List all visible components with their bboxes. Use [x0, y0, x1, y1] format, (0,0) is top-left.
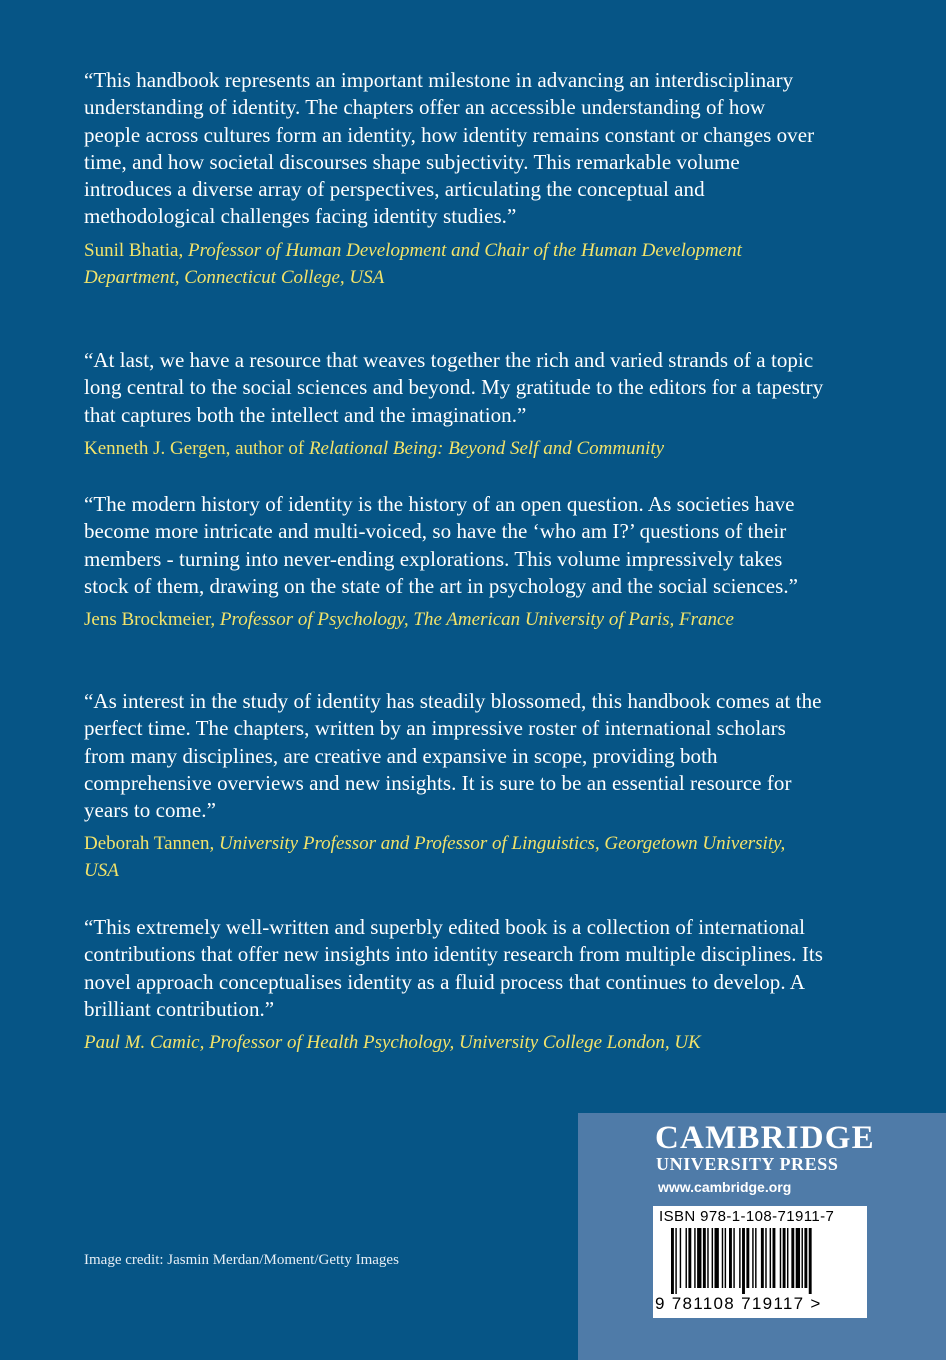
- barcode-bar: [694, 1228, 695, 1288]
- barcode-bar: [809, 1228, 812, 1294]
- publisher-panel: [578, 1113, 946, 1360]
- publisher-subtitle: UNIVERSITY PRESS: [656, 1154, 839, 1174]
- endorsement-attribution: [84, 237, 824, 291]
- barcode-bar: [671, 1228, 674, 1294]
- barcode-bar: [697, 1228, 701, 1288]
- barcode-bar: [787, 1228, 788, 1288]
- endorsement-4: [84, 688, 824, 884]
- endorsement-quote: “This handbook represents an important milestone in advancing an interdisciplinary understanding of identity. The chapters offer an accessible understanding of how people across cultures form an identity, how identity remains constant or changes over time, and how societal discourses shape subjectivity. This remarkable volume introduces a diverse array of perspectives, articulating the conceptual and methodological challenges facing identity studies.”: [84, 68, 815, 229]
- endorsement-role: Relational Being: Beyond Self and Community: [308, 437, 665, 459]
- endorsement-quote: “As interest in the study of identity has steadily blossomed, this handbook comes at the perfect time. The chapters, written by an impressive roster of international scholars from many disciplines, are creative and expansive in scope, providing both comprehensive overviews and new insights. It is sure to be an essential resource for years to come.”: [84, 689, 822, 823]
- barcode-bar: [802, 1228, 803, 1288]
- isbn-digits: 9 781108 719117 >: [655, 1294, 822, 1313]
- barcode-box: [653, 1206, 867, 1318]
- endorsement-attribution: [84, 1029, 824, 1056]
- endorsement-name: Kenneth J. Gergen, author of: [84, 437, 305, 459]
- barcode-icon: [671, 1228, 851, 1294]
- barcode-bar: [746, 1228, 749, 1288]
- endorsement-role: Professor of Human Development and Chair of the Human Development Department, Connecticut College, USA: [84, 239, 742, 288]
- endorsement-1: [84, 67, 824, 291]
- endorsement-2: [84, 347, 824, 462]
- barcode-bar: [783, 1228, 786, 1288]
- barcode-bar: [804, 1228, 807, 1288]
- endorsement-quote: “At last, we have a resource that weaves together the rich and varied strands of a topic long central to the social sciences and beyond. My gratitude to the editors for a tapestry that captures both the intellect and the imagination.”: [84, 348, 824, 427]
- barcode-bar: [796, 1228, 800, 1288]
- endorsement-5: [84, 914, 824, 1056]
- barcode-bar: [773, 1228, 776, 1288]
- barcode-bar: [765, 1228, 766, 1288]
- endorsement-attribution: [84, 435, 824, 462]
- barcode-bar: [712, 1228, 713, 1288]
- endorsement-role: Paul M. Camic, Professor of Health Psychology, University College London, UK: [84, 1032, 701, 1054]
- barcode-bar: [715, 1228, 719, 1288]
- barcode-bar: [688, 1228, 691, 1288]
- endorsement-role: University Professor and Professor of Linguistics, Georgetown University, USA: [84, 833, 786, 882]
- barcode-bar: [707, 1228, 708, 1288]
- endorsement-role: Professor of Psychology, The American University of Paris, France: [219, 609, 734, 631]
- barcode-bar: [739, 1228, 740, 1288]
- endorsement-3: [84, 491, 824, 633]
- barcode-bar: [729, 1228, 732, 1288]
- barcode-bar: [686, 1228, 687, 1288]
- image-credit: Image credit: Jasmin Merdan/Moment/Getty Images: [84, 1252, 399, 1268]
- barcode-bar: [742, 1228, 745, 1294]
- barcode-bar: [733, 1228, 734, 1288]
- endorsement-name: Sunil Bhatia,: [84, 239, 184, 261]
- barcode-bar: [755, 1228, 756, 1288]
- endorsement-name: Jens Brockmeier,: [84, 609, 216, 631]
- barcode-bar: [680, 1228, 681, 1288]
- barcode-bar: [791, 1228, 794, 1288]
- endorsement-attribution: [84, 830, 824, 884]
- barcode-bar: [703, 1228, 706, 1288]
- publisher-name: CAMBRIDGE: [655, 1120, 875, 1156]
- isbn-label: ISBN 978-1-108-71911-7: [659, 1208, 835, 1225]
- endorsement-quote: “This extremely well-written and superbly edited book is a collection of international contributions that offer new insights into identity research from multiple disciplines. Its novel approach conceptualises identity as a fluid process that continues to develop. A brilliant contribution.”: [84, 915, 824, 1021]
- barcode-bar: [761, 1228, 764, 1288]
- barcode-bar: [770, 1228, 771, 1288]
- barcode-bar: [752, 1228, 753, 1288]
- endorsement-quote: “The modern history of identity is the history of an open question. As societies have become more intricate and multi-voiced, so have the ‘who am I?’ questions of their members - turning into never-ending explorations. This volume impressively takes stock of them, drawing on the state of the art in psychology and the social sciences.”: [84, 492, 799, 598]
- barcode-bar: [725, 1228, 726, 1288]
- endorsement-attribution: [84, 606, 824, 633]
- endorsement-name: Deborah Tannen,: [84, 833, 215, 855]
- barcode-bar: [722, 1228, 723, 1288]
- barcode-bar: [675, 1228, 676, 1294]
- barcode-bar: [780, 1228, 781, 1288]
- publisher-url[interactable]: www.cambridge.org: [658, 1179, 792, 1195]
